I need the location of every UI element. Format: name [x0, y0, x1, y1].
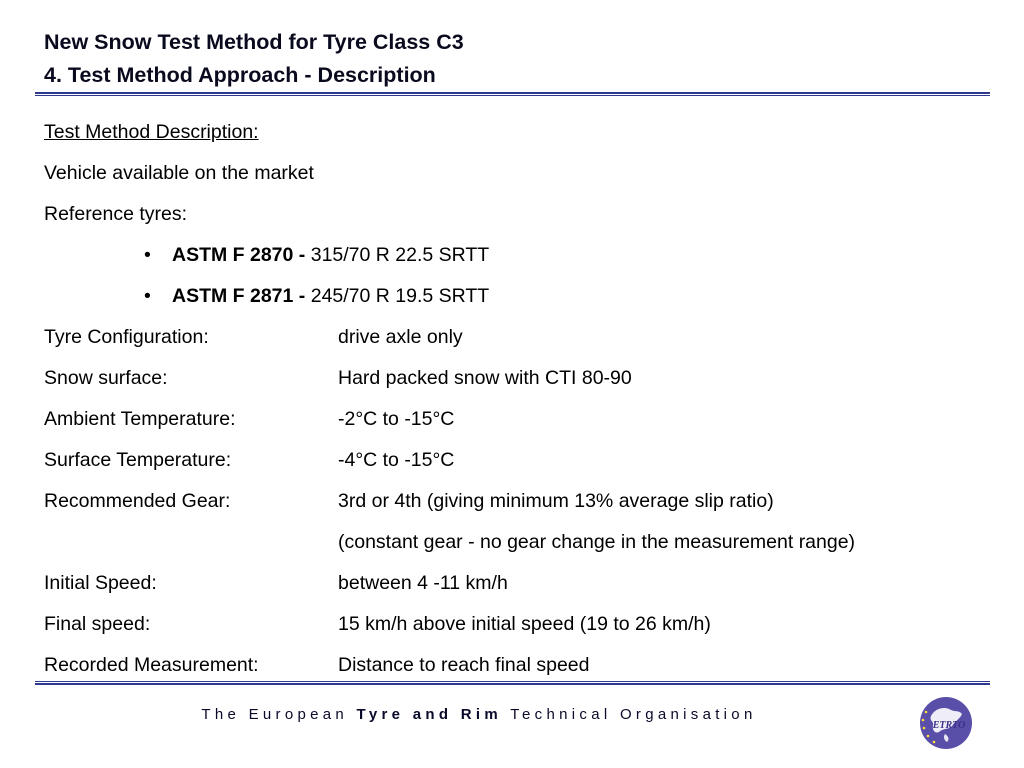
param-value: Distance to reach final speed	[338, 654, 590, 676]
param-label: Recommended Gear:	[44, 490, 231, 512]
vehicle-row	[44, 159, 994, 200]
title-line-2: 4. Test Method Approach - Description	[44, 63, 436, 87]
param-value: -4°C to -15°C	[338, 449, 455, 471]
slide-title	[44, 26, 464, 92]
param-value: between 4 -11 km/h	[338, 572, 508, 594]
param-row-ambient-temperature	[44, 405, 994, 446]
param-value: drive axle only	[338, 326, 463, 348]
section-heading-row	[44, 118, 994, 159]
reference-tyre-item	[44, 282, 994, 323]
tyre-spec: 245/70 R 19.5 SRTT	[310, 285, 490, 307]
reference-tyre-item	[44, 241, 994, 282]
reference-tyres-row	[44, 200, 994, 241]
tyre-standard: ASTM F 2871 -	[172, 285, 306, 307]
param-label: Initial Speed:	[44, 572, 157, 594]
param-row-surface-temperature	[44, 446, 994, 487]
param-value: -2°C to -15°C	[338, 408, 455, 430]
footer-text-before: The European	[201, 706, 357, 723]
param-label: Final speed:	[44, 613, 151, 635]
param-row-final-speed	[44, 610, 994, 651]
param-row-initial-speed	[44, 569, 994, 610]
tyre-spec: 315/70 R 22.5 SRTT	[310, 244, 490, 266]
bullet-icon: •	[144, 244, 151, 266]
param-label: Surface Temperature:	[44, 449, 232, 471]
param-value: Hard packed snow with CTI 80-90	[338, 367, 632, 389]
title-line-1: New Snow Test Method for Tyre Class C3	[44, 30, 464, 54]
footer-text-bold: Tyre and Rim	[356, 706, 503, 723]
bottom-divider	[35, 681, 990, 685]
param-label: Recorded Measurement:	[44, 654, 259, 676]
param-value: 3rd or 4th (giving minimum 13% average slip ratio)	[338, 490, 774, 512]
param-value: (constant gear - no gear change in the measurement range)	[338, 531, 856, 553]
footer-organisation	[0, 706, 958, 723]
vehicle-text: Vehicle available on the market	[44, 162, 314, 184]
top-divider	[35, 92, 990, 96]
param-row-snow-surface	[44, 364, 994, 405]
bullet-icon: •	[144, 285, 151, 307]
reference-tyres-label: Reference tyres:	[44, 203, 188, 225]
param-label: Snow surface:	[44, 367, 168, 389]
slide-body	[44, 118, 994, 692]
tyre-standard: ASTM F 2870 -	[172, 244, 306, 266]
param-row-recorded-measurement	[44, 651, 994, 692]
etrto-logo-icon	[915, 694, 977, 752]
param-value: 15 km/h above initial speed (19 to 26 km/h)	[338, 613, 711, 635]
footer-text-after: Technical Organisation	[502, 706, 757, 723]
logo-text: ETRTO	[932, 720, 966, 731]
param-row-tyre-configuration	[44, 323, 994, 364]
param-label: Tyre Configuration:	[44, 326, 209, 348]
param-row-recommended-gear	[44, 487, 994, 528]
param-label: Ambient Temperature:	[44, 408, 236, 430]
section-heading: Test Method Description:	[44, 121, 259, 143]
param-row-gear-note	[44, 528, 994, 569]
